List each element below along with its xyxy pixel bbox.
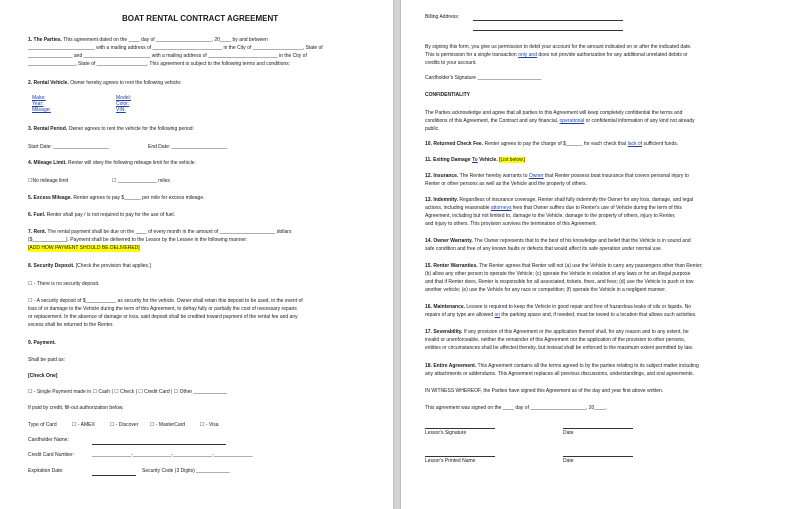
end-date-field[interactable]: End Date: ____________________ <box>148 144 228 150</box>
payment-heading: 9. Payment. <box>28 340 56 346</box>
parties-line-1: 1. The Parties. This agreement dated on the ____ day of ____________________, 20____ by and between <box>28 37 268 43</box>
mileage-limit-line: 4. Mileage Limit. Renter will obey the following mileage limit for the vehicle: <box>28 160 196 166</box>
check-one-label: [Check One] <box>28 373 58 379</box>
document-page-left <box>0 0 393 509</box>
card-type-visa-checkbox[interactable]: ☐ - Visa <box>200 422 219 428</box>
severability-line-3: entities or circumstances shall be affected thereby, but instead shall be enforced to the maximum extent permitted by law. <box>425 345 694 351</box>
rent-line-1: 7. Rent. The rental payment shall be due on the ____ of every month in the amount of ____________________ dollars <box>28 229 292 235</box>
start-date-field[interactable]: Start Date: ____________________ <box>28 144 109 150</box>
credit-note: If paid by credit, fill-out authorization below. <box>28 405 124 411</box>
signature-date-label: Date <box>563 430 574 436</box>
lessor-printed-name-label: Lessor's Printed Name <box>425 458 476 464</box>
printed-name-date-label: Date <box>563 458 574 464</box>
card-type-amex-checkbox[interactable]: ☐ - AMEX <box>72 422 95 428</box>
confidentiality-line-1: The Parties acknowledge and agree that all parties to this Agreement will keep completely confidential the terms and <box>425 110 683 116</box>
renter-warranties-line-2: (b) allow any other person to operate the Vehicle; (c) operate the Vehicle in violation of any laws or for an illegal purpose <box>425 271 691 277</box>
indemnity-line-3: Agreement, including but not limited to, damage to the Vehicle, damage to the property of others, injury to Renter, <box>425 213 676 219</box>
vehicle-fields-right <box>116 95 131 113</box>
vehicle-year-field[interactable]: Year: <box>32 101 44 107</box>
deposit-checkbox[interactable]: ☐ - A security deposit of $___________ as security for the vehicle. Owner shall retain this deposit to be used, in the event of <box>28 298 303 304</box>
vehicle-make-field[interactable]: Make: <box>32 95 46 101</box>
document-page-right <box>401 0 794 509</box>
page-gap <box>393 0 401 509</box>
rent-line-2: ($____________). Payment shall be delivered to the Lessor by the Lessee in the following manner: <box>28 237 248 243</box>
existing-damage-line: 11. Exiting Damage To Vehicle. [List below.] <box>425 157 526 163</box>
card-type-label: Type of Card <box>28 422 57 428</box>
parties-line-3: ________________ and ________________________ with a mailing address of _________________________ in the City of <box>28 53 307 59</box>
vehicle-fields-left <box>32 95 51 113</box>
indemnity-line-1: 13. Indemnity. Regardless of insurance coverage, Renter shall fully indemnify the Owner for any loss, damage, and legal <box>425 197 694 203</box>
owner-warranty-line-2: safe condition and free of any known faults or defects that would affect its safe operation under normal use. <box>425 246 662 252</box>
confidentiality-heading: CONFIDENTIALITY <box>425 92 470 98</box>
authorization-line-3: credits to your account. <box>425 60 477 66</box>
deposit-text-2: loss of or damage to the Vehicle during the term of this Agreement, to defray fully or partially the cost of necessary repairs <box>28 306 297 312</box>
witness-line: IN WITNESS WHEREOF, the Parties have signed this Agreement as of the day and year first above written. <box>425 388 664 394</box>
printed-name-date-field[interactable] <box>563 456 633 457</box>
parties-line-2: ________________________ with a mailing address of _________________________ in the City of __________________, State of <box>28 45 323 51</box>
security-deposit-line: 8. Security Deposit. [Check the provision that applies.] <box>28 263 151 269</box>
deposit-text-3: or replacement. In the absence of damage or loss, said deposit shall be credited toward payment of the rental fee and any <box>28 314 298 320</box>
card-type-discover-checkbox[interactable]: ☐ - Discover <box>110 422 139 428</box>
card-number-field[interactable]: ______________-______________-______________-______________ <box>92 452 253 458</box>
paid-as-label: Shall be paid as: <box>28 357 65 363</box>
fuel-line: 6. Fuel. Renter shall pay / is not required to pay for the use of fuel. <box>28 212 176 218</box>
cardholder-name-label: Cardholder Name: <box>28 437 69 443</box>
document-title: BOAT RENTAL CONTRACT AGREEMENT <box>122 14 279 23</box>
renter-warranties-line-4: another vehicle; (e) use the Vehicle for any race or competition; (f) operate the Vehicle in a negligent manner. <box>425 287 666 293</box>
vehicle-model-field[interactable]: Model: <box>116 95 132 101</box>
cardholder-name-field[interactable] <box>92 444 226 445</box>
signed-on-field[interactable]: This agreement was signed on the ____ day of ____________________, 20____. <box>425 405 607 411</box>
returned-check-fee-line: 10. Returned Check Fee. Renter agrees to pay the charge of $______ for each check that lack of sufficient funds. <box>425 141 679 147</box>
insurance-line-1: 12. Insurance. The Renter hereby warrants to Owner that Renter possess boat insurance that covers personal injury to <box>425 173 689 179</box>
billing-address-field-1[interactable] <box>473 20 623 21</box>
maintenance-line-2: repairs of any type are allowed on the parking space and, if needed, must be towed to a location that allows such activities. <box>425 312 697 318</box>
indemnity-line-2: actions, including reasonable attorneys fees that Owner suffers due to Renter's use of Vehicle during the term of this <box>425 205 682 211</box>
card-type-mastercard-checkbox[interactable]: ☐ - MasterCard <box>150 422 186 428</box>
insurance-line-2: Renter or other persons as well as the Vehicle and the property of others. <box>425 181 588 187</box>
owner-warranty-line-1: 14. Owner Warranty. The Owner represents that to the best of his knowledge and belief that the Vehicle is in sound and <box>425 238 691 244</box>
rental-period-line: 3. Rental Period. Owner agrees to rent the vehicle for the following period: <box>28 126 194 132</box>
severability-line-2: invalid or unenforceable, neither the remainder of this Agreement nor the application of the provision to other persons, <box>425 337 686 343</box>
vehicle-color-field[interactable]: Color: <box>116 101 130 107</box>
lessor-signature-field[interactable] <box>425 428 495 429</box>
rental-vehicle-line: 2. Rental Vehicle. Owner hereby agrees to rent the following vehicle: <box>28 80 182 86</box>
security-code-field[interactable]: Security Code (3 Digits) ____________ <box>142 468 230 474</box>
expiration-date-label: Expiration Date: <box>28 468 64 474</box>
severability-line-1: 17. Severability. If any provision of this Agreement or the application thereof shall, for any reason and to any extent, be <box>425 329 689 335</box>
entire-agreement-line-1: 18. Entire Agreement. This Agreement contains all the terms agreed to by the parties relating to its subject matter including <box>425 363 699 369</box>
indemnity-line-4: and injury to others. This provision survives the termination of this Agreement. <box>425 221 597 227</box>
cardholder-signature-field[interactable]: Cardholder's Signature _______________________ <box>425 75 542 81</box>
entire-agreement-line-2: any attachments or addendums. This Agreement replaces all previous discussions, understandings, and oral agreements. <box>425 371 694 377</box>
payment-method-placeholder: [ADD HOW PAYMENT SHOULD BE DELIVERED] <box>28 245 140 251</box>
billing-address-field-2[interactable] <box>473 30 623 31</box>
lessor-signature-label: Lessor's Signature <box>425 430 467 436</box>
confidentiality-line-2: conditions of this Agreement, the Contract and any financial, operational or confidential information of any kind not already <box>425 118 695 124</box>
lessor-printed-name-field[interactable] <box>425 456 495 457</box>
maintenance-line-1: 16. Maintenance. Lessee is required to keep the Vehicle in good repair and free of hazardous leaks of oils or liquids. No <box>425 304 691 310</box>
renter-warranties-line-1: 15. Renter Warranties. The Renter agrees that Renter will not (a) use the Vehicle to carry any passengers other than Renter; <box>425 263 703 269</box>
vehicle-vin-field[interactable]: VIN: <box>116 107 126 113</box>
no-deposit-checkbox[interactable]: ☐ - There is no security deposit. <box>28 281 100 287</box>
no-mileage-limit-checkbox[interactable]: ☐No mileage limit <box>28 178 69 184</box>
card-number-label: Credit Card Number: <box>28 452 75 458</box>
authorization-line-1: By signing this form, you give us permission to debit your account for the amount indicated on or after the indicated date. <box>425 44 692 50</box>
renter-warranties-line-3: and that if Renter does, Renter is responsible for all associated, tickets, fines, and fees; (d) use the Vehicle to push or tow <box>425 279 694 285</box>
parties-line-4: _________________, State of __________________. This agreement is subject to the following terms and conditions: <box>28 61 291 67</box>
mileage-limit-checkbox[interactable]: ☐ ______________ miles <box>112 178 170 184</box>
billing-address-label: Billing Address: <box>425 14 460 20</box>
excess-mileage-line: 5. Excess Mileage. Renter agrees to pay $______ per mile for excess mileage. <box>28 195 205 201</box>
authorization-line-2: This is permission for a single transaction only and does not provide authorization for any additional unrelated debits or <box>425 52 688 58</box>
expiration-date-field[interactable] <box>92 475 136 476</box>
vehicle-mileage-field[interactable]: Mileage: <box>32 107 51 113</box>
confidentiality-line-3: public. <box>425 126 440 132</box>
deposit-text-4: excess shall be returned to the Renter. <box>28 322 114 328</box>
signature-date-field[interactable] <box>563 428 633 429</box>
single-payment-options[interactable]: ☐ - Single Payment made in ☐ Cash | ☐ Check | ☐ Credit Card | ☐ Other ____________ <box>28 389 227 395</box>
